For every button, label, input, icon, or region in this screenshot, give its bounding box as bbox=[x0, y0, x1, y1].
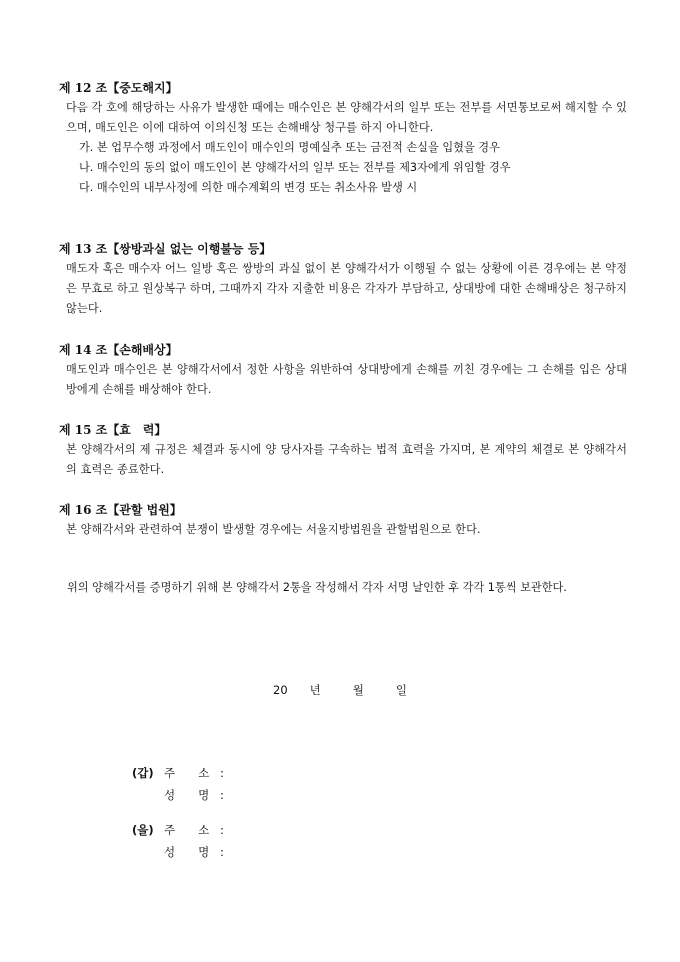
party-b-block bbox=[132, 819, 224, 863]
date-day-unit: 일 bbox=[395, 683, 407, 697]
article-13 bbox=[59, 240, 627, 319]
article-text: 매도자 혹은 매수자 어느 일방 혹은 쌍방의 과실 없이 본 양해각서가 이행될 수 없는 상황에 이른 경우에는 본 약정은 무효로 하고 원상복구 하며, 그때까지 각자 지출한 비용은 각자가 부담하고, 상대방에 대한 손해배상은 청구하지 않는다. bbox=[66, 262, 627, 315]
article-text: 매도인과 매수인은 본 양해각서에서 정한 사항을 위반하여 상대방에게 손해를 끼친 경우에는 그 손해를 입은 상대방에게 손해를 배상해야 한다. bbox=[66, 363, 627, 396]
article-text: 다음 각 호에 해당하는 사유가 발생한 때에는 매수인은 본 양해각서의 일부 또는 전부를 서면통보로써 해지할 수 있으며, 매도인은 이에 대하여 이의신청 또는 손해배상 청구를 하지 아니한다. bbox=[66, 101, 627, 134]
address-row bbox=[132, 819, 224, 841]
date-line bbox=[0, 682, 680, 698]
party-label: (을) bbox=[132, 823, 154, 837]
date-year-unit: 년 bbox=[309, 683, 321, 697]
article-heading: 제 16 조【관할 법원】 bbox=[59, 503, 182, 517]
closing-statement: 위의 양해각서를 증명하기 위해 본 양해각서 2통을 작성해서 각자 서명 날인한 후 각각 1통씩 보관한다. bbox=[67, 581, 567, 594]
date-month-unit: 월 bbox=[352, 683, 364, 697]
article-14 bbox=[59, 341, 627, 400]
list-item: 나. 매수인의 동의 없이 매도인이 본 양해각서의 일부 또는 전부를 제3자에게 위임할 경우 bbox=[79, 161, 511, 174]
article-heading: 제 12 조【중도해지】 bbox=[59, 81, 178, 95]
article-15 bbox=[59, 421, 627, 480]
date-year: 20 bbox=[273, 683, 288, 697]
article-heading: 제 13 조【쌍방과실 없는 이행불능 등】 bbox=[59, 242, 272, 256]
colon: : bbox=[220, 788, 224, 802]
article-heading: 제 15 조【효 력】 bbox=[59, 423, 167, 437]
colon: : bbox=[220, 766, 224, 780]
party-label: (갑) bbox=[132, 766, 154, 780]
article-text: 본 양해각서의 제 규정은 체결과 동시에 양 당사자를 구속하는 법적 효력을 가지며, 본 계약의 체결로 본 양해각서의 효력은 종료한다. bbox=[66, 443, 627, 476]
name-label: 성 명 bbox=[164, 788, 210, 802]
address-label: 주 소 bbox=[164, 766, 210, 780]
party-a-block bbox=[132, 762, 224, 806]
article-heading: 제 14 조【손해배상】 bbox=[59, 343, 178, 357]
name-label: 성 명 bbox=[164, 845, 210, 859]
colon: : bbox=[220, 845, 224, 859]
address-label: 주 소 bbox=[164, 823, 210, 837]
list-item: 가. 본 업무수행 과정에서 매도인이 매수인의 명예실추 또는 금전적 손실을 입혔을 경우 bbox=[79, 141, 500, 154]
list-item: 다. 매수인의 내부사정에 의한 매수계획의 변경 또는 취소사유 발생 시 bbox=[79, 181, 418, 194]
article-text: 본 양해각서와 관련하여 분쟁이 발생할 경우에는 서울지방법원을 관할법원으로 한다. bbox=[66, 523, 481, 536]
name-row bbox=[132, 841, 224, 863]
article-item-list bbox=[59, 138, 627, 198]
address-row bbox=[132, 762, 224, 784]
article-12 bbox=[59, 79, 627, 198]
name-row bbox=[132, 784, 224, 806]
article-16 bbox=[59, 501, 627, 540]
colon: : bbox=[220, 823, 224, 837]
